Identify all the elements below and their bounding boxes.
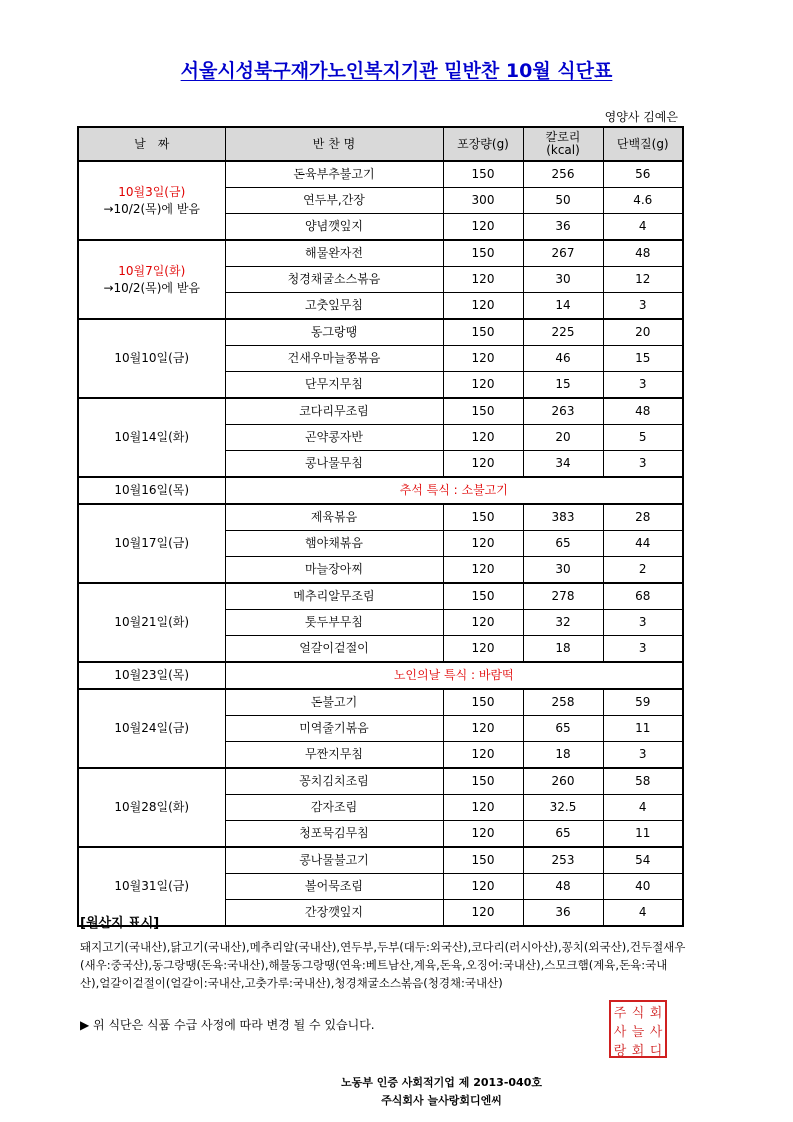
seal-glyph: 랑 [613,1044,627,1059]
pack-cell: 120 [443,795,523,821]
calorie-cell: 18 [523,742,603,769]
calorie-cell: 15 [523,372,603,399]
header-pack: 포장량(g) [443,127,523,161]
dish-name-cell: 감자조림 [225,795,443,821]
date-cell [78,319,225,398]
seal-glyph: 디 [649,1044,663,1059]
date-note: →10/2(목)에 받음 [103,280,201,295]
pack-cell: 120 [443,346,523,372]
dish-name-cell: 제육볶음 [225,504,443,531]
protein-cell: 68 [603,583,683,610]
protein-cell: 48 [603,398,683,425]
date-label: 10월31일(금) [114,879,190,893]
dish-name-cell: 돈육부추불고기 [225,161,443,188]
pack-cell: 150 [443,504,523,531]
protein-cell: 59 [603,689,683,716]
header-protein: 단백질(g) [603,127,683,161]
dish-name-cell: 톳두부무침 [225,610,443,636]
protein-cell: 54 [603,847,683,874]
notice-text: ▶ 위 식단은 식품 수급 사정에 따라 변경 될 수 있습니다. [80,1018,375,1032]
calorie-cell: 36 [523,900,603,927]
calorie-cell: 65 [523,821,603,848]
protein-cell: 4.6 [603,188,683,214]
calorie-cell: 263 [523,398,603,425]
date-label: 10월10일(금) [114,351,190,365]
protein-cell: 2 [603,557,683,584]
dish-name-cell: 곤약콩자반 [225,425,443,451]
table-row [78,847,683,874]
footer-certification: 노동부 인증 사회적기업 제 2013-040호 [341,1076,542,1089]
dish-name-cell: 햄야채볶음 [225,531,443,557]
date-cell [78,504,225,583]
date-label: 10월14일(화) [114,430,190,444]
footer-company: 주식회사 늘사랑회디엔씨 [381,1094,502,1107]
protein-cell: 5 [603,425,683,451]
pack-cell: 120 [443,531,523,557]
protein-cell: 15 [603,346,683,372]
company-seal [609,1000,667,1058]
pack-cell: 150 [443,398,523,425]
date-cell [78,161,225,240]
calorie-cell: 253 [523,847,603,874]
header-calorie: 칼로리 (kcal) [523,127,603,161]
dish-name-cell: 꽁치김치조림 [225,768,443,795]
date-label: 10월7일(화) [118,263,186,278]
dish-name-cell: 콩나물무침 [225,451,443,478]
table-row [78,689,683,716]
seal-glyph: 사 [613,1025,627,1040]
seal-glyph: 식 [631,1006,645,1021]
protein-cell: 3 [603,451,683,478]
pack-cell: 120 [443,874,523,900]
date-note: →10/2(목)에 받음 [103,201,201,216]
dish-name-cell: 건새우마늘쫑볶음 [225,346,443,372]
protein-cell: 3 [603,293,683,320]
calorie-cell: 278 [523,583,603,610]
pack-cell: 120 [443,372,523,399]
protein-cell: 58 [603,768,683,795]
dish-name-cell: 간장깻잎지 [225,900,443,927]
pack-cell: 150 [443,161,523,188]
dish-name-cell: 돈불고기 [225,689,443,716]
calorie-cell: 225 [523,319,603,346]
pack-cell: 120 [443,293,523,320]
dish-name-cell: 양념깻잎지 [225,214,443,241]
dish-name-cell: 메추리알무조림 [225,583,443,610]
special-meal-cell: 추석 특식 : 소불고기 [225,477,683,504]
date-label: 10월24일(금) [114,721,190,735]
calorie-cell: 256 [523,161,603,188]
header-date: 날 짜 [78,127,225,161]
calorie-cell: 258 [523,689,603,716]
protein-cell: 12 [603,267,683,293]
dish-name-cell: 동그랑땡 [225,319,443,346]
pack-cell: 120 [443,557,523,584]
table-row [78,768,683,795]
seal-glyph: 늘 [631,1025,645,1040]
pack-cell: 150 [443,847,523,874]
pack-cell: 120 [443,425,523,451]
special-meal-cell: 노인의날 특식 : 바람떡 [225,662,683,689]
dish-name-cell: 무짠지무침 [225,742,443,769]
pack-cell: 300 [443,188,523,214]
calorie-cell: 30 [523,557,603,584]
pack-cell: 120 [443,821,523,848]
pack-cell: 150 [443,583,523,610]
date-cell [78,768,225,847]
date-cell [78,583,225,662]
calorie-cell: 260 [523,768,603,795]
date-label: 10월17일(금) [114,536,190,550]
pack-cell: 150 [443,768,523,795]
protein-cell: 3 [603,636,683,663]
menu-table [77,126,684,927]
calorie-cell: 18 [523,636,603,663]
protein-cell: 3 [603,372,683,399]
date-cell [78,398,225,477]
pack-cell: 120 [443,900,523,927]
dish-name-cell: 얼갈이겉절이 [225,636,443,663]
page-title: 서울시성북구재가노인복지기관 밑반찬 10월 식단표 [180,60,613,82]
table-row [78,662,683,689]
date-cell [78,689,225,768]
seal-glyph: 주 [613,1006,627,1021]
dish-name-cell: 콩나물불고기 [225,847,443,874]
calorie-cell: 32.5 [523,795,603,821]
protein-cell: 44 [603,531,683,557]
calorie-cell: 65 [523,716,603,742]
calorie-cell: 30 [523,267,603,293]
calorie-cell: 50 [523,188,603,214]
protein-cell: 4 [603,795,683,821]
pack-cell: 120 [443,716,523,742]
protein-cell: 4 [603,900,683,927]
header-dish: 반 찬 명 [225,127,443,161]
calorie-cell: 48 [523,874,603,900]
table-row [78,319,683,346]
protein-cell: 3 [603,610,683,636]
protein-cell: 11 [603,821,683,848]
date-cell: 10월23일(목) [78,662,225,689]
pack-cell: 150 [443,319,523,346]
calorie-cell: 267 [523,240,603,267]
pack-cell: 120 [443,214,523,241]
pack-cell: 120 [443,636,523,663]
dish-name-cell: 코다리무조림 [225,398,443,425]
dish-name-cell: 미역줄기볶음 [225,716,443,742]
table-row [78,504,683,531]
calorie-cell: 36 [523,214,603,241]
protein-cell: 48 [603,240,683,267]
origin-text: 돼지고기(국내산),닭고기(국내산),메추리알(국내산),연두부,두부(대두:외국산),코다리(러시아산),꽁치(외국산),건두절새우(새우:중국산),동그랑땡(돈육:국내산),해물동그랑땡(연육:베트남산,계육,돈육,오징어:국내산),스모크햄(계육,돈육:국내산),얼갈이겉절이(얼갈이:국내산,고춧가루:국내산),청경채굴소스볶음(청경채:국내산) [80,940,686,990]
dish-name-cell: 볼어묵조림 [225,874,443,900]
calorie-cell: 14 [523,293,603,320]
table-row [78,477,683,504]
pack-cell: 120 [443,610,523,636]
pack-cell: 120 [443,267,523,293]
author-label: 영양사 김예은 [604,110,678,124]
dish-name-cell: 청포묵김무침 [225,821,443,848]
origin-heading: [원산지 표시] [80,916,160,931]
seal-glyph: 회 [631,1044,645,1059]
dish-name-cell: 청경채굴소스볶음 [225,267,443,293]
protein-cell: 56 [603,161,683,188]
calorie-cell: 383 [523,504,603,531]
date-cell [78,240,225,319]
protein-cell: 11 [603,716,683,742]
protein-cell: 28 [603,504,683,531]
calorie-cell: 46 [523,346,603,372]
protein-cell: 3 [603,742,683,769]
table-row [78,398,683,425]
table-row [78,583,683,610]
pack-cell: 120 [443,451,523,478]
calorie-cell: 65 [523,531,603,557]
protein-cell: 40 [603,874,683,900]
pack-cell: 120 [443,742,523,769]
protein-cell: 4 [603,214,683,241]
dish-name-cell: 해물완자전 [225,240,443,267]
menu-body [78,161,683,926]
dish-name-cell: 고춧잎무침 [225,293,443,320]
dish-name-cell: 단무지무침 [225,372,443,399]
protein-cell: 20 [603,319,683,346]
table-header-row [78,127,683,161]
date-cell: 10월16일(목) [78,477,225,504]
pack-cell: 150 [443,240,523,267]
date-label: 10월28일(화) [114,800,190,814]
calorie-cell: 20 [523,425,603,451]
seal-glyph: 사 [649,1025,663,1040]
dish-name-cell: 연두부,간장 [225,188,443,214]
dish-name-cell: 마늘장아찌 [225,557,443,584]
date-label: 10월21일(화) [114,615,190,629]
date-label: 10월3일(금) [118,184,186,199]
calorie-cell: 34 [523,451,603,478]
calorie-cell: 32 [523,610,603,636]
table-row [78,240,683,267]
pack-cell: 150 [443,689,523,716]
seal-glyph: 회 [649,1006,663,1021]
table-row [78,161,683,188]
